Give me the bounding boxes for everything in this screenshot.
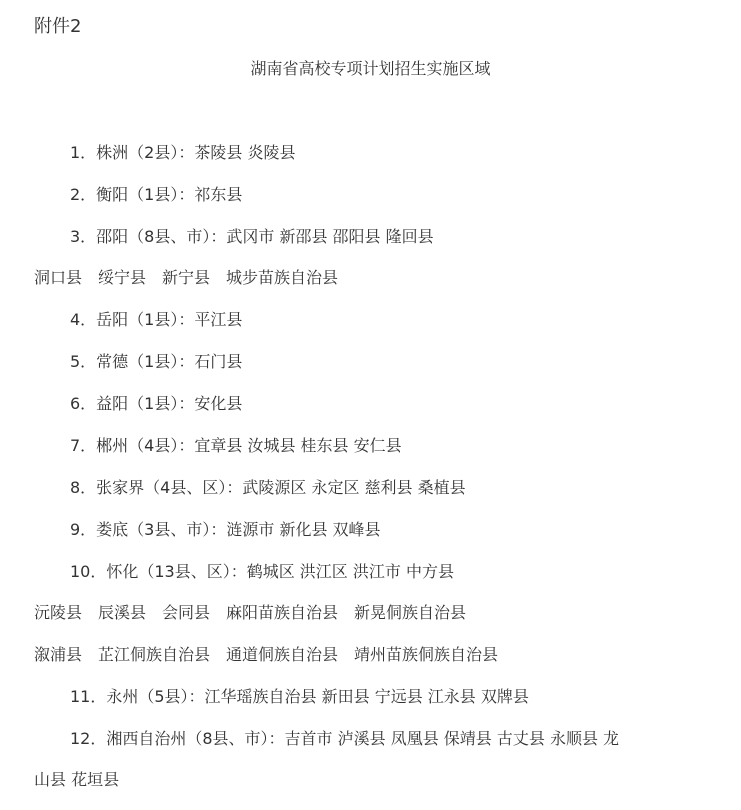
region-line-yiyang: 6．益阳（1县）：安化县 (70, 394, 243, 413)
region-line-huaihua: 10．怀化（13县、区）：鹤城区 洪江区 洪江市 中方县 (70, 562, 454, 581)
region-line-changde: 5．常德（1县）：石门县 (70, 352, 243, 371)
region-line-yueyang: 4．岳阳（1县）：平江县 (70, 310, 243, 329)
region-line-zhangjiajie: 8．张家界（4县、区）：武陵源区 永定区 慈利县 桑植县 (70, 478, 466, 497)
region-line-loudi: 9．娄底（3县、市）：涟源市 新化县 双峰县 (70, 520, 381, 539)
region-line-chenzhou: 7．郴州（4县）：宜章县 汝城县 桂东县 安仁县 (70, 436, 402, 455)
attachment-label: 附件2 (34, 16, 82, 37)
document-title: 湖南省高校专项计划招生实施区域 (250, 59, 491, 78)
region-line-shaoyang: 3．邵阳（8县、市）：武冈市 新邵县 邵阳县 隆回县 (70, 227, 434, 246)
region-line-xiangxi: 12．湘西自治州（8县、市）：吉首市 泸溪县 凤凰县 保靖县 古丈县 永顺县 龙 (70, 729, 620, 748)
region-line-hengyang: 2．衡阳（1县）：祁东县 (70, 185, 243, 204)
region-line-yongzhou: 11．永州（5县）：江华瑶族自治县 新田县 宁远县 江永县 双牌县 (70, 687, 529, 706)
region-line-xiangxi-cont: 山县 花垣县 (34, 770, 120, 789)
region-line-huaihua-cont-2: 溆浦县 芷江侗族自治县 通道侗族自治县 靖州苗族侗族自治县 (34, 645, 499, 664)
region-line-huaihua-cont-1: 沅陵县 辰溪县 会同县 麻阳苗族自治县 新晃侗族自治县 (34, 603, 467, 622)
region-line-zhuzhou: 1．株洲（2县）：茶陵县 炎陵县 (70, 143, 296, 162)
region-line-shaoyang-cont: 洞口县 绥宁县 新宁县 城步苗族自治县 (34, 268, 339, 287)
